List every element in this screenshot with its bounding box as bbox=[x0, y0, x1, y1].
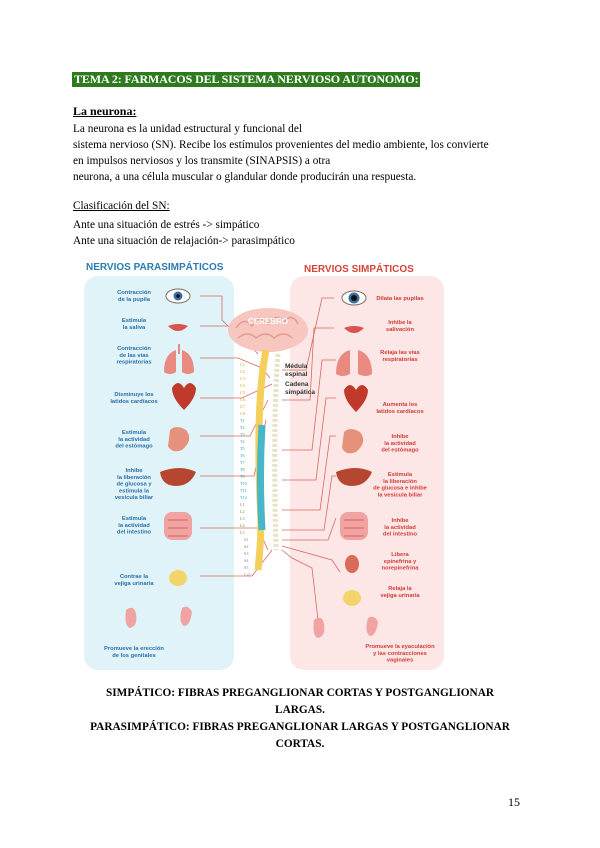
eye-icon bbox=[166, 289, 190, 303]
organ-label: Estimula bbox=[387, 472, 413, 478]
organ-label: Aumenta los bbox=[382, 402, 418, 408]
vertebra-label: L5 bbox=[240, 530, 245, 535]
neurona-line: La neurona es la unidad estructural y funcional del bbox=[73, 123, 302, 135]
vertebra-label: T8 bbox=[240, 467, 245, 472]
vertebra-label: L2 bbox=[240, 509, 245, 514]
organ-label: respiratorias bbox=[116, 359, 152, 366]
vertebra-label: T3 bbox=[240, 432, 245, 437]
medula-label: Médula bbox=[285, 363, 308, 370]
organ-label: de las vías bbox=[119, 352, 149, 359]
spinal-cord bbox=[258, 350, 278, 570]
organ-label: norepinefrina bbox=[381, 565, 419, 572]
organ-label: Contrae la bbox=[119, 574, 149, 580]
organ-label: vaginales bbox=[386, 657, 414, 664]
eye-icon bbox=[342, 291, 366, 305]
vertebra-label: C2 bbox=[240, 369, 245, 374]
vertebra-label: C7 bbox=[240, 404, 245, 409]
section-title-neurona: La neurona: bbox=[73, 104, 137, 118]
vertebra-label: Co1 bbox=[244, 572, 251, 577]
organ-label: del intestino bbox=[382, 531, 418, 538]
organ-label: del estómago bbox=[115, 443, 153, 450]
organ-label: la actividad bbox=[118, 436, 150, 443]
bladder-icon bbox=[343, 590, 361, 606]
page-number: 15 bbox=[508, 795, 520, 809]
organ-label: vejiga urinaria bbox=[380, 592, 420, 599]
vertebra-label: T11 bbox=[240, 488, 247, 493]
intestine-icon bbox=[340, 512, 368, 540]
footer-text bbox=[40, 685, 560, 753]
document-heading: TEMA 2: FARMACOS DEL SISTEMA NERVIOSO AUTONOMO: bbox=[74, 72, 419, 86]
organ-label: Inhibe la bbox=[388, 320, 412, 326]
organ-label: de glucosa e inhibe bbox=[373, 485, 427, 492]
footer-line: LARGAS. bbox=[275, 704, 325, 716]
vertebra-label: S3 bbox=[244, 551, 249, 556]
vertebra-label: T10 bbox=[240, 481, 247, 486]
vertebra-label: T4 bbox=[240, 439, 245, 444]
organ-label: Libera bbox=[391, 552, 409, 558]
vertebra-label: S1 bbox=[244, 537, 249, 542]
organ-label: Relaja la bbox=[388, 586, 412, 592]
organ-label: Disminuye los bbox=[114, 392, 154, 398]
organ-label: Inhibe bbox=[125, 468, 143, 474]
organ-label: la liberación bbox=[383, 478, 417, 485]
vertebra-label: C4 bbox=[240, 383, 245, 388]
vertebra-label: T9 bbox=[240, 474, 245, 479]
brain bbox=[228, 308, 308, 352]
cadena-label: simpática bbox=[285, 389, 315, 396]
organ-label: estimula la bbox=[119, 488, 149, 495]
vertebra-label: S5 bbox=[244, 565, 249, 570]
intestine-icon bbox=[164, 512, 192, 540]
brain-label: CEREBRO bbox=[248, 317, 289, 326]
organ-label: la liberación bbox=[117, 474, 151, 481]
organ-label: Estimula bbox=[121, 430, 147, 436]
organ-label: Contracción bbox=[117, 346, 151, 352]
organ-label: Promueve la eyaculación bbox=[365, 644, 435, 650]
organ-label: de los genitales bbox=[112, 652, 156, 659]
organ-label: Contracción bbox=[117, 290, 151, 296]
organ-label: latidos cardíacos bbox=[110, 398, 158, 405]
vertebra-label: T1 bbox=[240, 418, 245, 423]
sympathetic-title: NERVIOS SIMPÁTICOS bbox=[304, 264, 414, 275]
organ-label: latidos cardíacos bbox=[376, 408, 424, 415]
section-title-clasificacion: Clasificación del SN: bbox=[73, 200, 170, 212]
footer-line: CORTAS. bbox=[275, 738, 325, 750]
organ-label: del estómago bbox=[381, 447, 419, 454]
vertebra-label: C6 bbox=[240, 397, 245, 402]
vertebra-label: T12 bbox=[240, 495, 247, 500]
organ-label: del intestino bbox=[116, 529, 152, 536]
adrenal-icon bbox=[345, 555, 359, 573]
parasympathetic-title: NERVIOS PARASIMPÁTICOS bbox=[86, 262, 224, 273]
vertebra-label: L1 bbox=[240, 502, 245, 507]
clasificacion-line: Ante una situación de relajación-> parasimpático bbox=[73, 235, 295, 247]
neurona-line: en impulsos nerviosos y los transmite (SINAPSIS) a otra bbox=[73, 155, 331, 167]
vertebra-label: T6 bbox=[240, 453, 245, 458]
vertebra-label: C3 bbox=[240, 376, 245, 381]
vertebra-label: T2 bbox=[240, 425, 245, 430]
medula-label: espinal bbox=[285, 371, 308, 378]
neurona-line: neurona, a una célula muscular o glandular donde producirán una respuesta. bbox=[73, 171, 417, 183]
vertebra-label: L3 bbox=[240, 516, 245, 521]
vertebra-label: S4 bbox=[244, 558, 249, 563]
organ-label: Relaja las vías bbox=[380, 350, 420, 356]
organ-label: Estimula bbox=[121, 318, 147, 324]
bladder-icon bbox=[169, 570, 187, 586]
organ-label: Inhibe bbox=[391, 434, 409, 440]
organ-label: la saliva bbox=[122, 324, 146, 331]
organ-label: vesícula biliar bbox=[114, 495, 154, 502]
organ-label: de glucosa y bbox=[116, 481, 152, 488]
organ-label: la vesícula biliar bbox=[377, 492, 423, 499]
organ-label: respiratorias bbox=[382, 356, 418, 363]
cadena-label: Cadena bbox=[285, 381, 309, 388]
footer-line: PARASIMPÁTICO: FIBRAS PREGANGLIONAR LARGAS Y POSTGANGLIONAR bbox=[90, 721, 510, 733]
organ-label: epinefrina y bbox=[383, 558, 417, 565]
vertebra-label: L4 bbox=[240, 523, 245, 528]
vertebra-label: C8 bbox=[240, 411, 245, 416]
neurona-line: sistema nervioso (SN). Recibe los estímulos provenientes del medio ambiente, los convierte bbox=[73, 139, 489, 151]
organ-label: vejiga urinaria bbox=[114, 580, 154, 587]
parasympathetic-panel bbox=[84, 276, 234, 670]
vertebra-label: C1 bbox=[240, 362, 245, 367]
organ-label: salivación bbox=[385, 326, 415, 333]
organ-label: de la pupila bbox=[118, 296, 150, 303]
organ-label: la actividad bbox=[384, 524, 416, 531]
organ-label: Dilata las pupilas bbox=[376, 296, 424, 302]
vertebra-label: C5 bbox=[240, 390, 245, 395]
footer-line: SIMPÁTICO: FIBRAS PREGANGLIONAR CORTAS Y POSTGANGLIONAR bbox=[105, 687, 495, 699]
nervous-system-diagram bbox=[82, 250, 456, 674]
vertebra-label: T5 bbox=[240, 446, 245, 451]
organ-label: la actividad bbox=[118, 522, 150, 529]
vertebra-label: S2 bbox=[244, 544, 249, 549]
organ-label: la actividad bbox=[384, 440, 416, 447]
clasificacion-line: Ante una situación de estrés -> simpático bbox=[73, 219, 260, 231]
organ-label: Estimula bbox=[121, 516, 147, 522]
organ-label: Inhibe bbox=[391, 518, 409, 524]
vertebra-label: T7 bbox=[240, 460, 245, 465]
organ-label: Promueve la erección bbox=[104, 646, 164, 652]
organ-label: y las contracciones bbox=[373, 650, 427, 657]
